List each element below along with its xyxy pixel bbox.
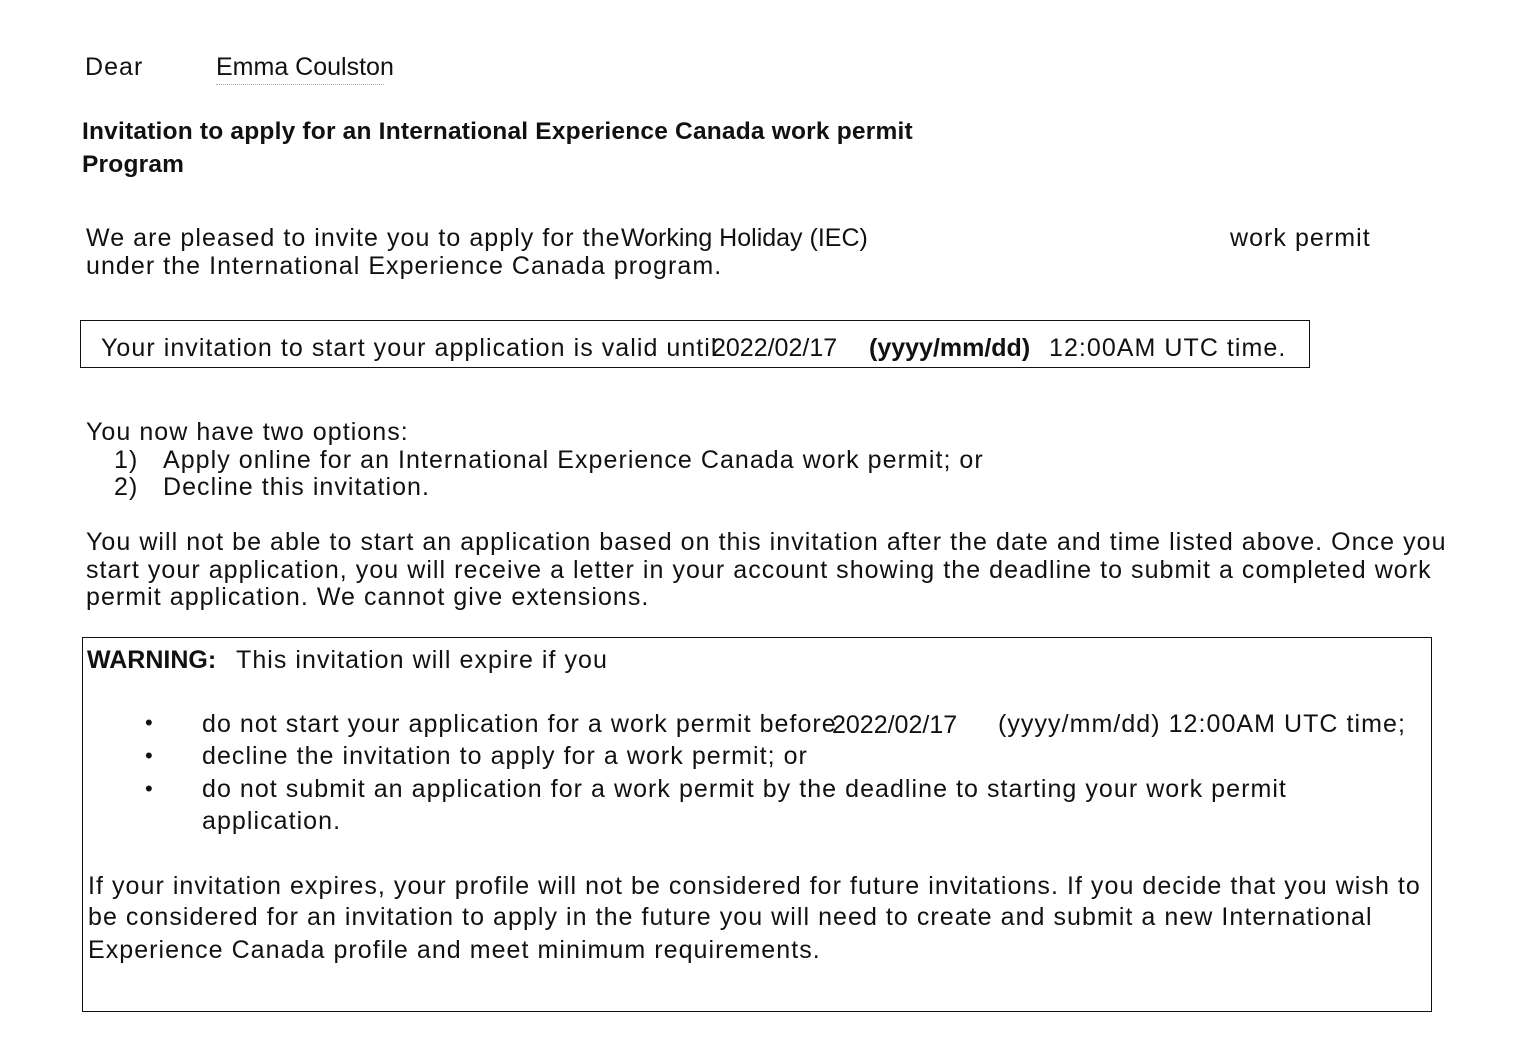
notice-line3: permit application. We cannot give extensions. [86, 583, 650, 611]
warning-intro: This invitation will expire if you [236, 646, 608, 674]
letter-title-line2: Program [82, 151, 185, 178]
warning-bullet-text: decline the invitation to apply for a work permit; or [202, 742, 808, 770]
validity-date-format: (yyyy/mm/dd) [869, 334, 1031, 362]
bullet-glyph: • [145, 776, 153, 801]
warning-bullet-text-cont: application. [202, 807, 342, 835]
bullet-glyph: • [145, 710, 153, 735]
warning-footer-line2: be considered for an invitation to apply in the future you will need to create and submit a new International [88, 903, 1373, 931]
option-number: 2) [114, 473, 139, 501]
salutation-prefix: Dear [85, 53, 144, 81]
warning-bullet-date-field: 2022/02/17 [832, 711, 958, 739]
option-text: Apply online for an International Experience Canada work permit; or [163, 446, 984, 474]
intro-category-field: Working Holiday (IEC) [621, 224, 868, 252]
intro-text-line2: under the International Experience Canada program. [86, 252, 723, 280]
validity-date-field: 2022/02/17 [712, 334, 838, 362]
warning-bullet-text: do not submit an application for a work permit by the deadline to starting your work permit [202, 775, 1287, 803]
warning-footer-line1: If your invitation expires, your profile will not be considered for future invitations. If you decide that you wish to [88, 872, 1421, 900]
letter-title-line1: Invitation to apply for an International Experience Canada work permit [82, 118, 913, 145]
intro-text-part2: work permit [1230, 224, 1371, 252]
bullet-glyph: • [145, 743, 153, 768]
options-intro: You now have two options: [86, 418, 409, 446]
validity-time: 12:00AM UTC time. [1049, 334, 1287, 362]
warning-bullet-suffix: (yyyy/mm/dd) 12:00AM UTC time; [998, 710, 1406, 738]
option-text: Decline this invitation. [163, 473, 430, 501]
validity-text: Your invitation to start your application is valid until [101, 334, 718, 362]
warning-label: WARNING: [87, 646, 217, 674]
notice-line2: start your application, you will receive a letter in your account showing the deadline to submit a completed work [86, 556, 1432, 584]
intro-text-part1: We are pleased to invite you to apply for the [86, 224, 621, 252]
warning-bullet-text: do not start your application for a work permit before [202, 710, 837, 738]
name-field-underline [216, 84, 384, 85]
recipient-name: Emma Coulston [216, 53, 394, 81]
notice-line1: You will not be able to start an application based on this invitation after the date and time listed above. Once you [86, 528, 1447, 556]
warning-footer-line3: Experience Canada profile and meet minimum requirements. [88, 936, 821, 964]
option-number: 1) [114, 446, 139, 474]
